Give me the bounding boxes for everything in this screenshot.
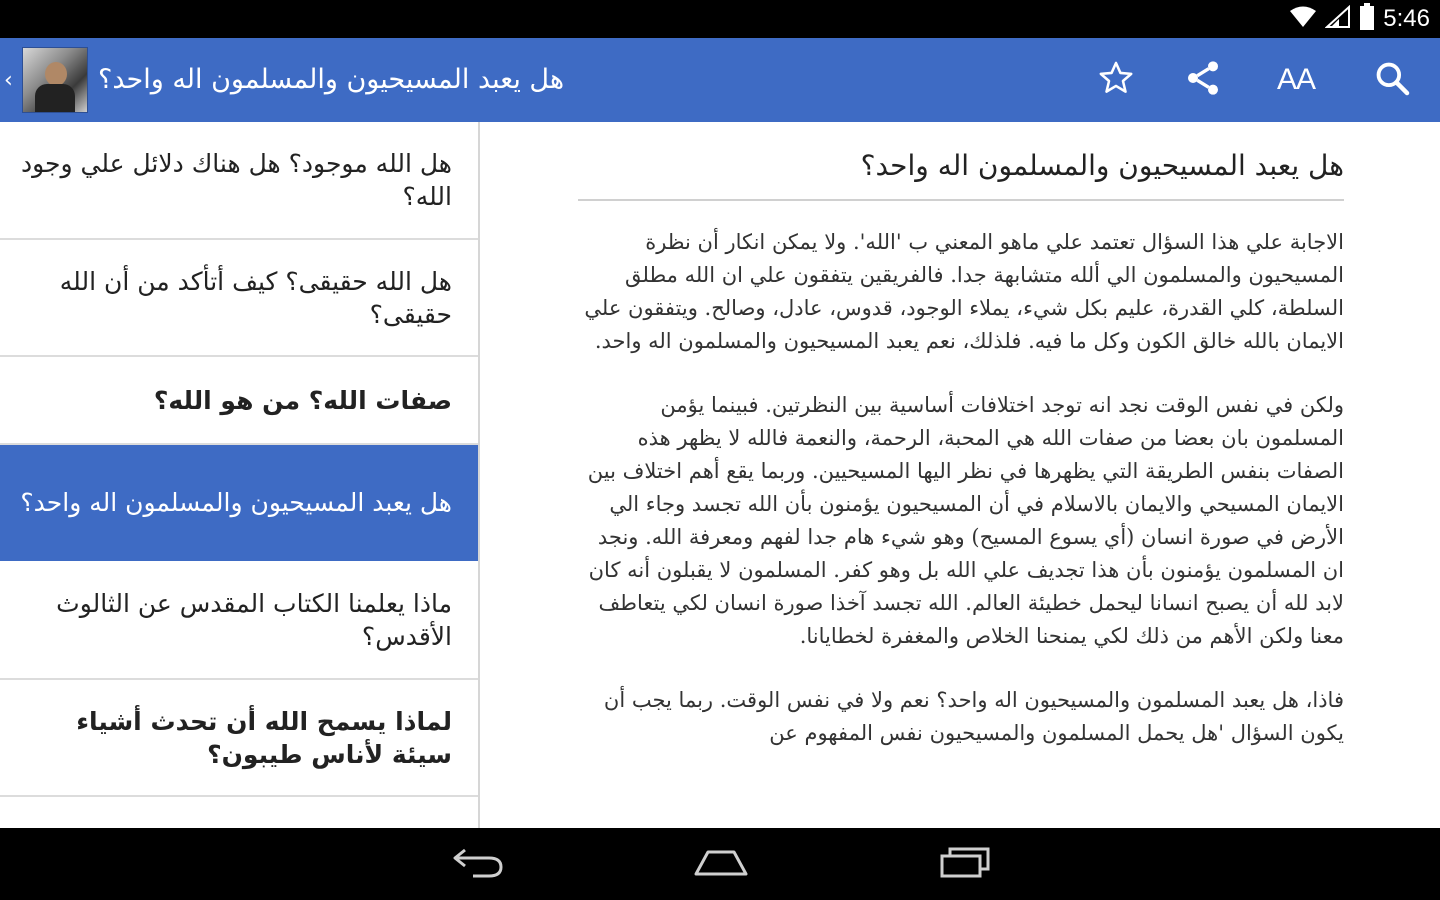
action-bar [0, 38, 1440, 122]
search-button[interactable] [1366, 54, 1418, 106]
list-item-4[interactable] [0, 561, 478, 680]
star-icon [1097, 59, 1135, 101]
list-item-label: هل يعبد المسيحيون والمسلمون اله واحد؟ [20, 487, 452, 517]
app-title: هل يعبد المسيحيون والمسلمون اله واحد؟ [98, 64, 565, 95]
favorite-button[interactable] [1090, 54, 1142, 106]
article-paragraph: الاجابة علي هذا السؤال تعتمد علي ماهو المعني ب 'الله'. ولا يمكن انكار أن نظرة المسيحيون والمسلمون الي ألله متشابهة جدا. فالفريقين يتفقون علي ان الله مطلق السلطة، كلي القدرة، عليم بكل شيء، يملاء الوجود، قدوس، عادل، وصالح. ويتفقون علي الايمان بالله خالق الكون وكل ما فيه. فلذلك، نعم يعبد المسيحيون والمسلمون اله واحد. [584, 230, 1344, 353]
list-item-5[interactable] [0, 680, 478, 797]
list-item-label: هل الله موجود؟ هل هناك دلائل علي وجود الله؟ [20, 149, 452, 211]
font-size-icon: AA [1276, 63, 1316, 96]
app-avatar[interactable] [22, 47, 88, 113]
list-item-label: لماذا يسمح الله أن تحدث أشياء سيئة لأناس طيبون؟ [76, 706, 452, 769]
article-paragraph: فاذا، هل يعبد المسلمون والمسيحيون اله واحد؟ نعم ولا في نفس الوقت. ربما يجب أن يكون السؤال 'هل يحمل المسلمون والمسيحيون نفس المفهوم عن [603, 688, 1344, 745]
recent-apps-button[interactable] [930, 844, 1000, 884]
article-title: هل يعبد المسيحيون والمسلمون اله واحد؟ [860, 149, 1344, 182]
wifi-icon [1289, 5, 1317, 33]
article-pane[interactable] [480, 122, 1440, 828]
list-item-label: ماذا يعلمنا الكتاب المقدس عن الثالوث الأقدس؟ [56, 588, 452, 651]
title-divider [578, 199, 1344, 201]
back-icon [449, 846, 505, 882]
status-bar [0, 0, 1440, 38]
status-icons [1289, 4, 1430, 34]
recent-apps-icon [938, 846, 992, 882]
back-button[interactable] [442, 844, 512, 884]
signal-icon [1325, 5, 1351, 33]
home-icon [692, 846, 750, 882]
clock: 5:46 [1383, 5, 1430, 32]
list-item-1[interactable] [0, 240, 478, 357]
up-chevron-icon[interactable]: ‹ [4, 68, 13, 93]
share-button[interactable] [1177, 54, 1229, 106]
list-item-2[interactable] [0, 357, 478, 445]
article-body [574, 226, 1344, 781]
navigation-bar [0, 828, 1440, 900]
home-button[interactable] [686, 844, 756, 884]
search-icon [1373, 59, 1411, 101]
content-area [0, 122, 1440, 828]
list-item-0[interactable] [0, 122, 478, 240]
battery-icon [1359, 3, 1375, 35]
font-size-button[interactable] [1270, 54, 1322, 106]
list-item-3-selected[interactable] [0, 445, 478, 561]
article-paragraph: ولكن في نفس الوقت نجد انه توجد اختلافات أساسية بين النظرتين. فبينما يؤمن المسلمون بان بعضا من صفات الله هي المحبة، الرحمة، والنعمة فالله لا يظهر هذه الصفات بنفس الطريقة التي يظهرها في نظر اليها المسيحيين. وربما يقع أهم اختلاف بين الايمان المسيحي والايمان بالاسلام في أن المسيحيون يؤمنون بأن الله تجسد وجاء الي الأرض في صورة انسان (أي يسوع المسيح) وهو شيء هام جدا لفهم ومعرفة الله. ونجد ان المسلمون يؤمنون بأن هذا تجديف علي الله بل وهو كفر. المسلمون لا يقبلون أنه كان لابد لله أن يصبح انسانا ليحمل خطيئة العالم. الله تجسد آخذا صورة انسان لكي يتعاطف معنا ولكن الأهم من ذلك لكي يمنحنا الخلاص والمغفرة لخطايانا. [587, 393, 1344, 648]
share-icon [1183, 58, 1223, 102]
list-item-label: هل الله حقيقى؟ كيف أتأكد من أن الله حقيقى؟ [59, 266, 452, 329]
topics-list[interactable] [0, 122, 480, 828]
list-item-label: صفات الله؟ من هو الله؟ [153, 385, 452, 415]
